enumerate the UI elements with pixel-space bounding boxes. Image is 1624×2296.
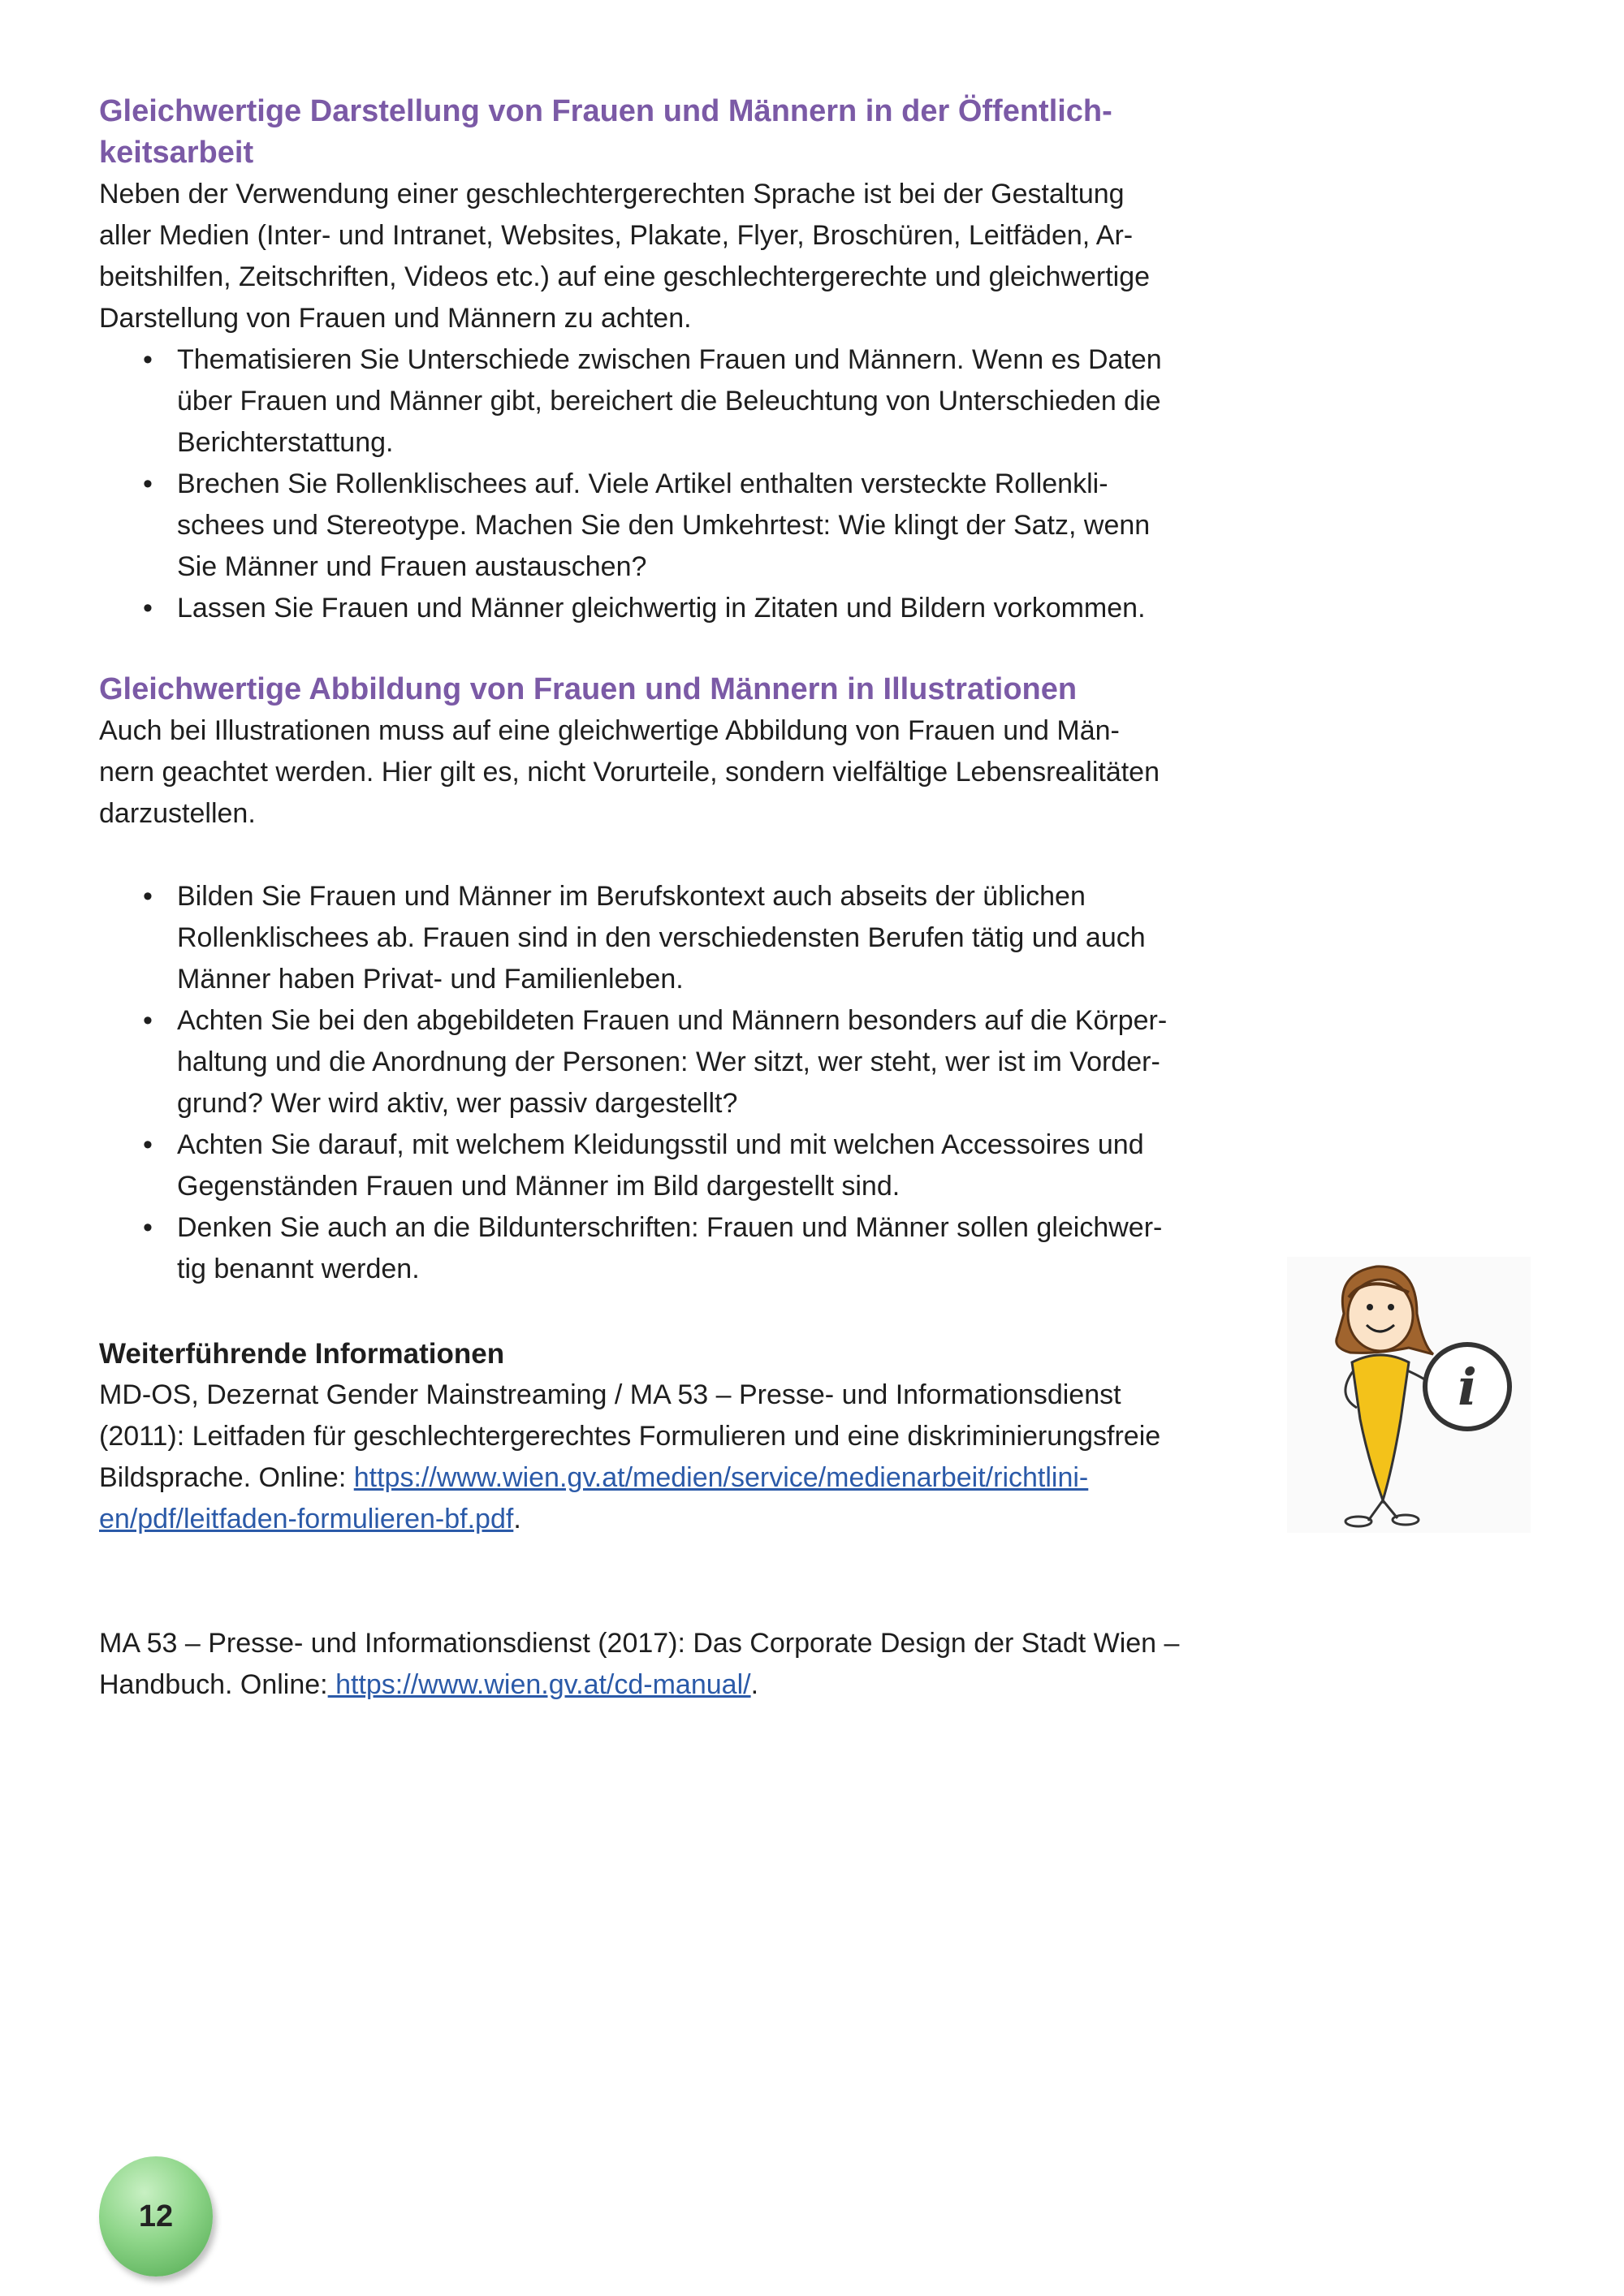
list-item: • Thematisieren Sie Unterschiede zwischen Frauen und Männern. Wenn es Daten über Frauen und Männer gibt, bereichert die Beleuchtung von Unterschieden die Berichterstattung. — [99, 339, 1212, 464]
page-number: 12 — [138, 2199, 174, 2233]
reference-2: MA 53 – Presse- und Informationsdienst (2017): Das Corporate Design der Stadt Wien – Handbuch. Online: https://www.wien.gv.at/cd-manual/. — [99, 1628, 1180, 1700]
section1-bullet-list — [99, 339, 1212, 629]
section2-paragraph: Auch bei Illustrationen muss auf eine gleichwertige Abbildung von Frauen und Män- nern geachtet werden. Hier gilt es, nicht Vorurteile, sondern vielfältige Lebensrealitäten darzustellen. — [99, 715, 1160, 829]
list-item: • Achten Sie darauf, mit welchem Kleidungsstil und mit welchen Accessoires und Gegenständen Frauen und Männer im Bild dargestellt sind. — [99, 1124, 1212, 1207]
list-item: • Lassen Sie Frauen und Männer gleichwertig in Zitaten und Bildern vorkommen. — [99, 588, 1212, 629]
list-item: • Achten Sie bei den abgebildeten Frauen und Männern besonders auf die Körper- haltung und die Anordnung der Personen: Wer sitzt, wer steht, wer ist im Vorder- grund? Wer wird aktiv, wer passiv dargestellt? — [99, 1000, 1212, 1124]
section2-heading: Gleichwertige Abbildung von Frauen und Männern in Illustrationen — [99, 672, 1078, 706]
section2-bullet-list — [99, 876, 1212, 1290]
section1-paragraph: Neben der Verwendung einer geschlechtergerechten Sprache ist bei der Gestaltung aller Medien (Inter- und Intranet, Websites, Plakate, Flyer, Broschüren, Leitfäden, Ar- beitshilfen, Zeitschriften, Videos etc.) auf eine geschlechtergerechte und gleichwertige Darstellung von Frauen und Männern zu achten. — [99, 179, 1151, 334]
svg-text:i: i — [1458, 1357, 1477, 1417]
info-illustration — [1287, 1257, 1531, 1533]
info-heading: Weiterführende Informationen — [99, 1338, 505, 1370]
leitfaden-link[interactable]: https://www.wien.gv.at/medien/service/medienarbeit/richtlini- en/pdf/leitfaden-formulieren-bf.pdf — [99, 1462, 1089, 1534]
list-item: • Denken Sie auch an die Bildunterschriften: Frauen und Männer sollen gleichwer- tig benannt werden. — [99, 1207, 1212, 1290]
bullet-icon: • — [143, 881, 153, 912]
list-item: • Brechen Sie Rollenklischees auf. Viele Artikel enthalten versteckte Rollenkli- schees und Stereotype. Machen Sie den Umkehrtest: Wie klingt der Satz, wenn Sie Männer und Frauen austauschen? — [99, 464, 1212, 588]
section1-heading: Gleichwertige Darstellung von Frauen und Männern in der Öffentlich- keitsarbeit — [99, 94, 1112, 170]
bullet-icon: • — [143, 1212, 153, 1243]
list-item: • Bilden Sie Frauen und Männer im Berufskontext auch abseits der üblichen Rollenklischees ab. Frauen sind in den verschiedensten Berufen tätig und auch Männer haben Privat- und Familienleben. — [99, 876, 1212, 1000]
bullet-icon: • — [143, 1129, 153, 1160]
bullet-icon: • — [143, 344, 153, 375]
document-body — [99, 91, 1212, 1700]
woman-with-info-sign-icon — [1287, 1257, 1531, 1533]
cd-manual-link[interactable]: https://www.wien.gv.at/cd-manual/ — [327, 1669, 751, 1700]
bullet-icon: • — [143, 593, 153, 624]
page-number-badge — [99, 2156, 213, 2277]
reference-1: MD-OS, Dezernat Gender Mainstreaming / MA 53 – Presse- und Informationsdienst (2011): Leitfaden für geschlechtergerechtes Formulieren und eine diskriminierungsfreie Bildsprache. Online: https://www.wien.gv.at/medien/service/medienarbeit/richtlini- en/pdf/leitfaden-formulieren-bf.pdf. — [99, 1379, 1161, 1534]
bullet-icon: • — [143, 1005, 153, 1036]
bullet-icon: • — [143, 468, 153, 499]
